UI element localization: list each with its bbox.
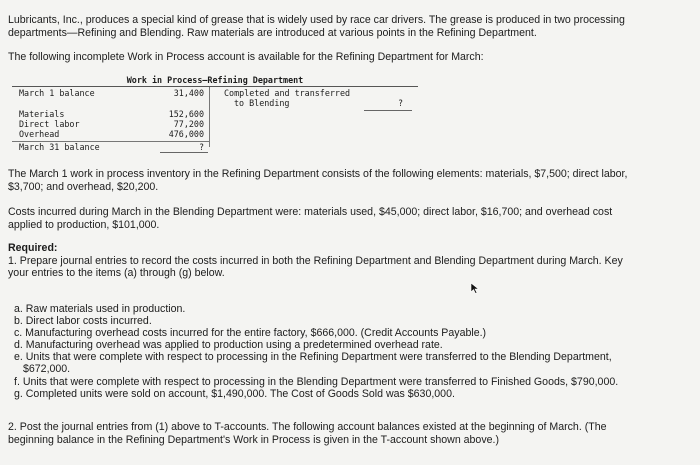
item-a: a. Raw materials used in production. bbox=[14, 303, 186, 315]
intro-text bbox=[8, 14, 676, 39]
credit-label-line1: Completed and transferred bbox=[224, 88, 351, 98]
item-d: d. Manufacturing overhead was applied to production using a predetermined overhead rate. bbox=[14, 339, 443, 351]
item-f: f. Units that were complete with respect to processing in the Blending Department were transferred to Finished Goods, $790,000. bbox=[14, 376, 619, 388]
t-account-top-rule bbox=[12, 86, 418, 87]
item-e-line-2: $672,000. bbox=[23, 363, 71, 376]
debit-label-overhead: Overhead bbox=[19, 129, 60, 139]
debit-amount-overhead: 476,000 bbox=[168, 129, 204, 139]
para2-line-1: Costs incurred during March in the Blending Department were: materials used, $45,000; direct labor, $16,700; and overhead cost bbox=[8, 206, 613, 218]
debit-amount-march1: 31,400 bbox=[173, 88, 204, 98]
debit-label-labor: Direct labor bbox=[19, 119, 80, 129]
item-c: c. Manufacturing overhead costs incurred for the entire factory, $666,000. (Credit Accounts Payable.) bbox=[14, 327, 487, 339]
intro-line-2: departments—Refining and Blending. Raw materials are introduced at various points in the Refining Department. bbox=[8, 26, 537, 39]
item-g: g. Completed units were sold on account, $1,490,000. The Cost of Goods Sold was $630,000. bbox=[14, 388, 455, 400]
intro-line-1: Lubricants, Inc., produces a special kind of grease that is widely used by race car drivers. The grease is produced in two processing bbox=[8, 14, 625, 26]
debit-amount-march31: ? bbox=[198, 142, 204, 152]
t-account-title: Work in Process—Refining Department bbox=[126, 75, 304, 85]
part2-line-2: beginning balance in the Refining Department's Work in Process is given in the T-account shown above.) bbox=[8, 433, 499, 446]
credit-amount: ? bbox=[398, 98, 404, 108]
item-e bbox=[14, 351, 674, 376]
part2-text bbox=[8, 421, 676, 446]
debit-label-materials: Materials bbox=[19, 109, 65, 119]
part2-line-1: 2. Post the journal entries from (1) above to T-accounts. The following account balances existed at the beginning of March. (The bbox=[8, 421, 607, 433]
para1-line-1: The March 1 work in process inventory in the Refining Department consists of the following elements: materials, $7,500; direct labor, bbox=[8, 168, 628, 180]
debit-amount-materials: 152,600 bbox=[168, 109, 204, 119]
required-line-1: 1. Prepare journal entries to record the costs incurred in both the Refining Department and Blending Department during March. Key bbox=[8, 254, 623, 267]
debit-label-march31: March 31 balance bbox=[19, 142, 100, 152]
refining-beginning-wip-text bbox=[8, 168, 676, 193]
item-b: b. Direct labor costs incurred. bbox=[14, 315, 152, 327]
t-account-divider bbox=[209, 87, 210, 147]
debit-amount-labor: 77,200 bbox=[173, 119, 204, 129]
item-e-line-1: e. Units that were complete with respect to processing in the Refining Department were transferred to the Blending Department, bbox=[14, 351, 612, 363]
required-heading: Required: bbox=[8, 242, 58, 254]
intro-line-3: The following incomplete Work in Process account is available for the Refining Department for March: bbox=[8, 51, 484, 63]
para1-line-2: $3,700; and overhead, $20,200. bbox=[8, 180, 159, 193]
blending-costs-text bbox=[8, 206, 676, 231]
balance-amount-rule bbox=[160, 152, 208, 153]
credit-label-line2: to Blending bbox=[234, 98, 290, 108]
t-account-refining bbox=[12, 75, 418, 153]
mouse-cursor-icon bbox=[470, 282, 480, 294]
required-line-2: your entries to the items (a) through (g) below. bbox=[8, 267, 225, 280]
para2-line-2: applied to production, $101,000. bbox=[8, 218, 160, 231]
debit-label-march1: March 1 balance bbox=[19, 88, 95, 98]
required-section bbox=[8, 242, 676, 280]
credit-amount-rule bbox=[364, 110, 412, 111]
